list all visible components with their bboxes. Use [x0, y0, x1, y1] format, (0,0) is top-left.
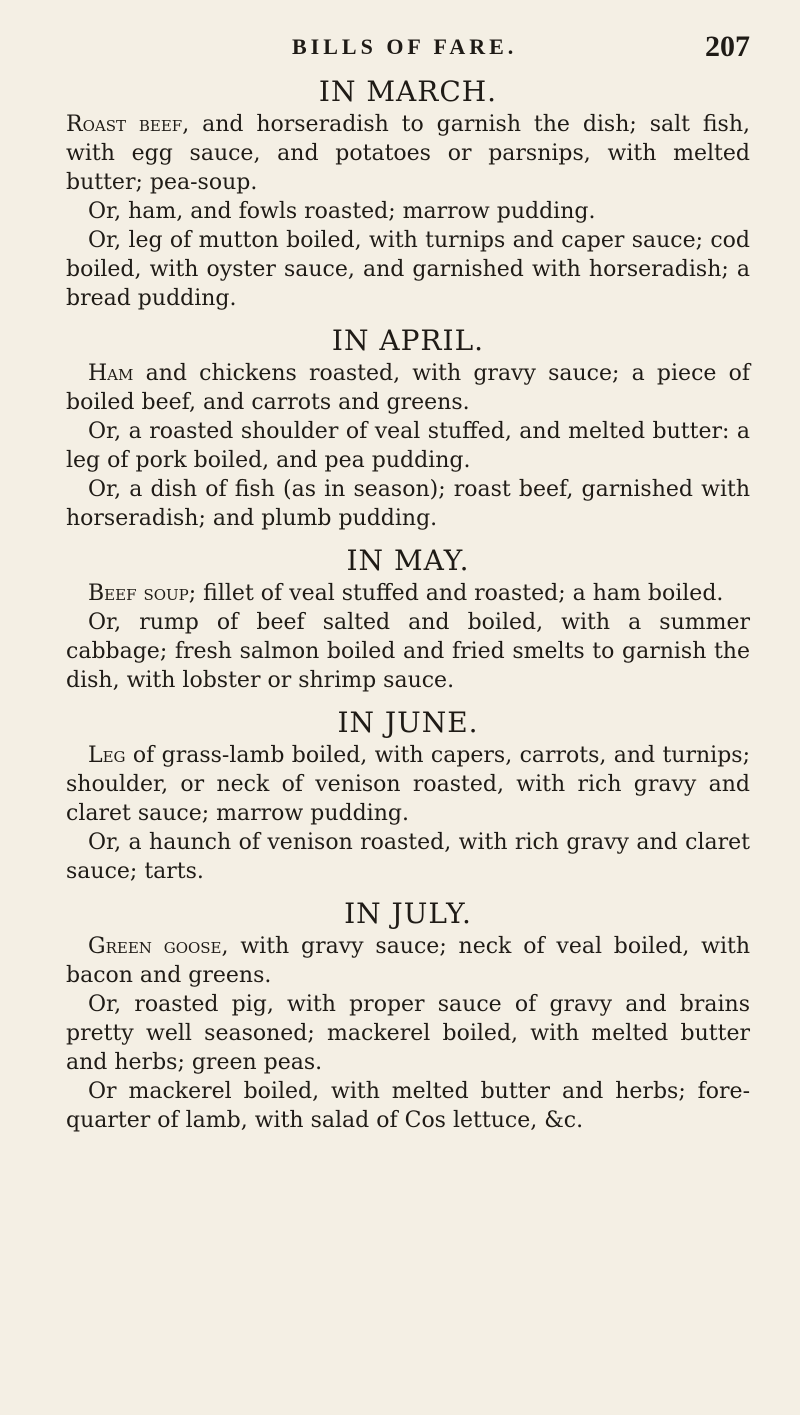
paragraph [66, 226, 750, 313]
section-heading: IN JULY. [344, 897, 472, 930]
paragraph [66, 475, 750, 533]
paragraph-text: Or, leg of mutton boiled, with turnips and caper sauce; cod boiled, with oyster sauce, and garnished with horseradish; a bread pudding. [66, 228, 750, 311]
paragraph-text: Or, a haunch of venison roasted, with rich gravy and claret sauce; tarts. [66, 830, 750, 884]
paragraph-text: Or, rump of beef salted and boiled, with a summer cabbage; fresh salmon boiled and fried smelts to garnish the dish, with lobster or shrimp sauce. [66, 610, 750, 693]
section-heading: IN APRIL. [331, 324, 485, 357]
section-heading: IN MAY. [346, 544, 470, 577]
lead-words: Ham [88, 361, 134, 386]
paragraph [66, 417, 750, 475]
paragraph-text: of grass-lamb boiled, with capers, carrots, and turnips; shoulder, or neck of venison roasted, with rich gravy and claret sauce; marrow pudding. [66, 743, 750, 826]
running-title: BILLS OF FARE. [292, 34, 518, 59]
paragraph-text: fillet of veal stuffed and roasted; a ham boiled. [196, 581, 724, 606]
paragraph [66, 741, 750, 828]
paragraph-text: Or, a dish of fish (as in season); roast beef, garnished with horseradish; and plumb pudding. [66, 477, 750, 531]
section-heading: IN JUNE. [337, 706, 479, 739]
lead-words: Leg [88, 743, 126, 768]
paragraph-text: Or mackerel boiled, with melted butter and herbs; fore-quarter of lamb, with salad of Cos lettuce, &c. [66, 1079, 750, 1133]
paragraph [66, 932, 750, 990]
paragraph-text: and chickens roasted, with gravy sauce; a piece of boiled beef, and carrots and greens. [66, 361, 750, 415]
paragraph [66, 990, 750, 1077]
running-head [66, 30, 750, 72]
section-june [66, 705, 750, 886]
paragraph [66, 828, 750, 886]
paragraph-text: and horseradish to garnish the dish; salt fish, with egg sauce, and potatoes or parsnips, with melted butter; pea-soup. [66, 112, 750, 195]
lead-words: Green goose, [88, 934, 229, 959]
section-heading: IN MARCH. [318, 75, 498, 108]
paragraph-text: Or, a roasted shoulder of veal stuffed, and melted butter: a leg of pork boiled, and pea pudding. [66, 419, 750, 473]
lead-words: Beef soup; [88, 581, 197, 606]
paragraph-text: Or, roasted pig, with proper sauce of gravy and brains pretty well seasoned; mackerel boiled, with melted butter and herbs; green peas. [66, 992, 750, 1075]
paragraph-text: with gravy sauce; neck of veal boiled, with bacon and greens. [66, 934, 750, 988]
paragraph [66, 579, 750, 608]
paragraph [66, 1077, 750, 1135]
paragraph-text: Or, ham, and fowls roasted; marrow pudding. [88, 199, 596, 224]
section-march [66, 74, 750, 313]
lead-words: Roast beef, [66, 112, 190, 137]
paragraph [66, 110, 750, 197]
paragraph [66, 608, 750, 695]
section-may [66, 543, 750, 695]
paragraph [66, 197, 750, 226]
page-number: 207 [705, 30, 750, 63]
paragraph [66, 359, 750, 417]
section-july [66, 896, 750, 1135]
section-april [66, 323, 750, 533]
